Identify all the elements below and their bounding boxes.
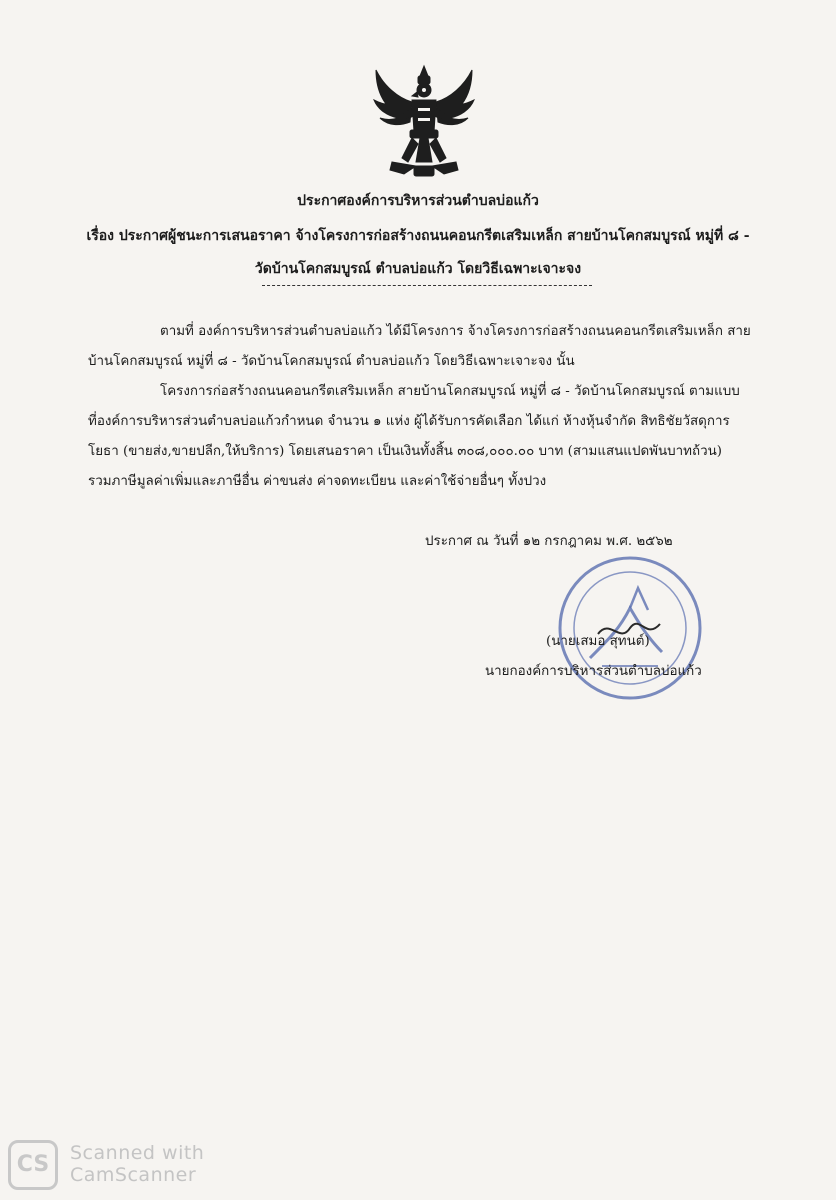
announcement-date: ประกาศ ณ วันที่ ๑๒ กรกฎาคม พ.ศ. ๒๕๖๒ — [425, 534, 673, 549]
paragraph-2-line-1: โครงการก่อสร้างถนนคอนกรีตเสริมเหล็ก สายบ้านโคกสมบูรณ์ หมู่ที่ ๘ - วัดบ้านโคกสมบูรณ์ ตามแบบ — [160, 384, 740, 399]
camscanner-watermark — [8, 1140, 228, 1190]
subject-line-2: วัดบ้านโคกสมบูรณ์ ตำบลบ่อแก้ว โดยวิธีเฉพาะเจาะจง — [254, 261, 582, 277]
signatory-position: นายกองค์การบริหารส่วนตำบลบ่อแก้ว — [485, 664, 702, 679]
camscanner-text — [70, 1142, 204, 1186]
camscanner-logo-icon: CS — [8, 1140, 58, 1190]
garuda-emblem-icon — [368, 62, 480, 180]
watermark-line-1: Scanned with — [70, 1142, 205, 1164]
watermark-line-2: CamScanner — [70, 1164, 197, 1186]
official-stamp — [550, 548, 710, 708]
signatory-name: (นายเสมอ สุทนต์) — [546, 634, 650, 649]
paragraph-2-line-4: รวมภาษีมูลค่าเพิ่มและภาษีอื่น ค่าขนส่ง ค่าจดทะเบียน และค่าใช้จ่ายอื่นๆ ทั้งปวง — [88, 474, 547, 489]
paragraph-2-line-2: ที่องค์การบริหารส่วนตำบลบ่อแก้วกำหนด จำนวน ๑ แห่ง ผู้ได้รับการคัดเลือก ได้แก่ ห้างหุ้นจำกัด สิทธิชัยวัสดุการ — [88, 414, 730, 429]
divider — [262, 285, 592, 286]
subject-line-1: เรื่อง ประกาศผู้ชนะการเสนอราคา จ้างโครงการก่อสร้างถนนคอนกรีตเสริมเหล็ก สายบ้านโคกสมบูรณ์ หมู่ที่ ๘ - — [86, 228, 750, 244]
paragraph-1-line-1: ตามที่ องค์การบริหารส่วนตำบลบ่อแก้ว ได้มีโครงการ จ้างโครงการก่อสร้างถนนคอนกรีตเสริมเหล็ก สาย — [160, 324, 751, 339]
paragraph-1-line-2: บ้านโคกสมบูรณ์ หมู่ที่ ๘ - วัดบ้านโคกสมบูรณ์ ตำบลบ่อแก้ว โดยวิธีเฉพาะเจาะจง นั้น — [88, 354, 575, 369]
announcement-title: ประกาศองค์การบริหารส่วนตำบลบ่อแก้ว — [297, 193, 539, 209]
paragraph-2-line-3: โยธา (ขายส่ง,ขายปลีก,ให้บริการ) โดยเสนอราคา เป็นเงินทั้งสิ้น ๓๐๘,๐๐๐.๐๐ บาท (สามแสนแปดพันบาทถ้วน) — [88, 444, 722, 459]
